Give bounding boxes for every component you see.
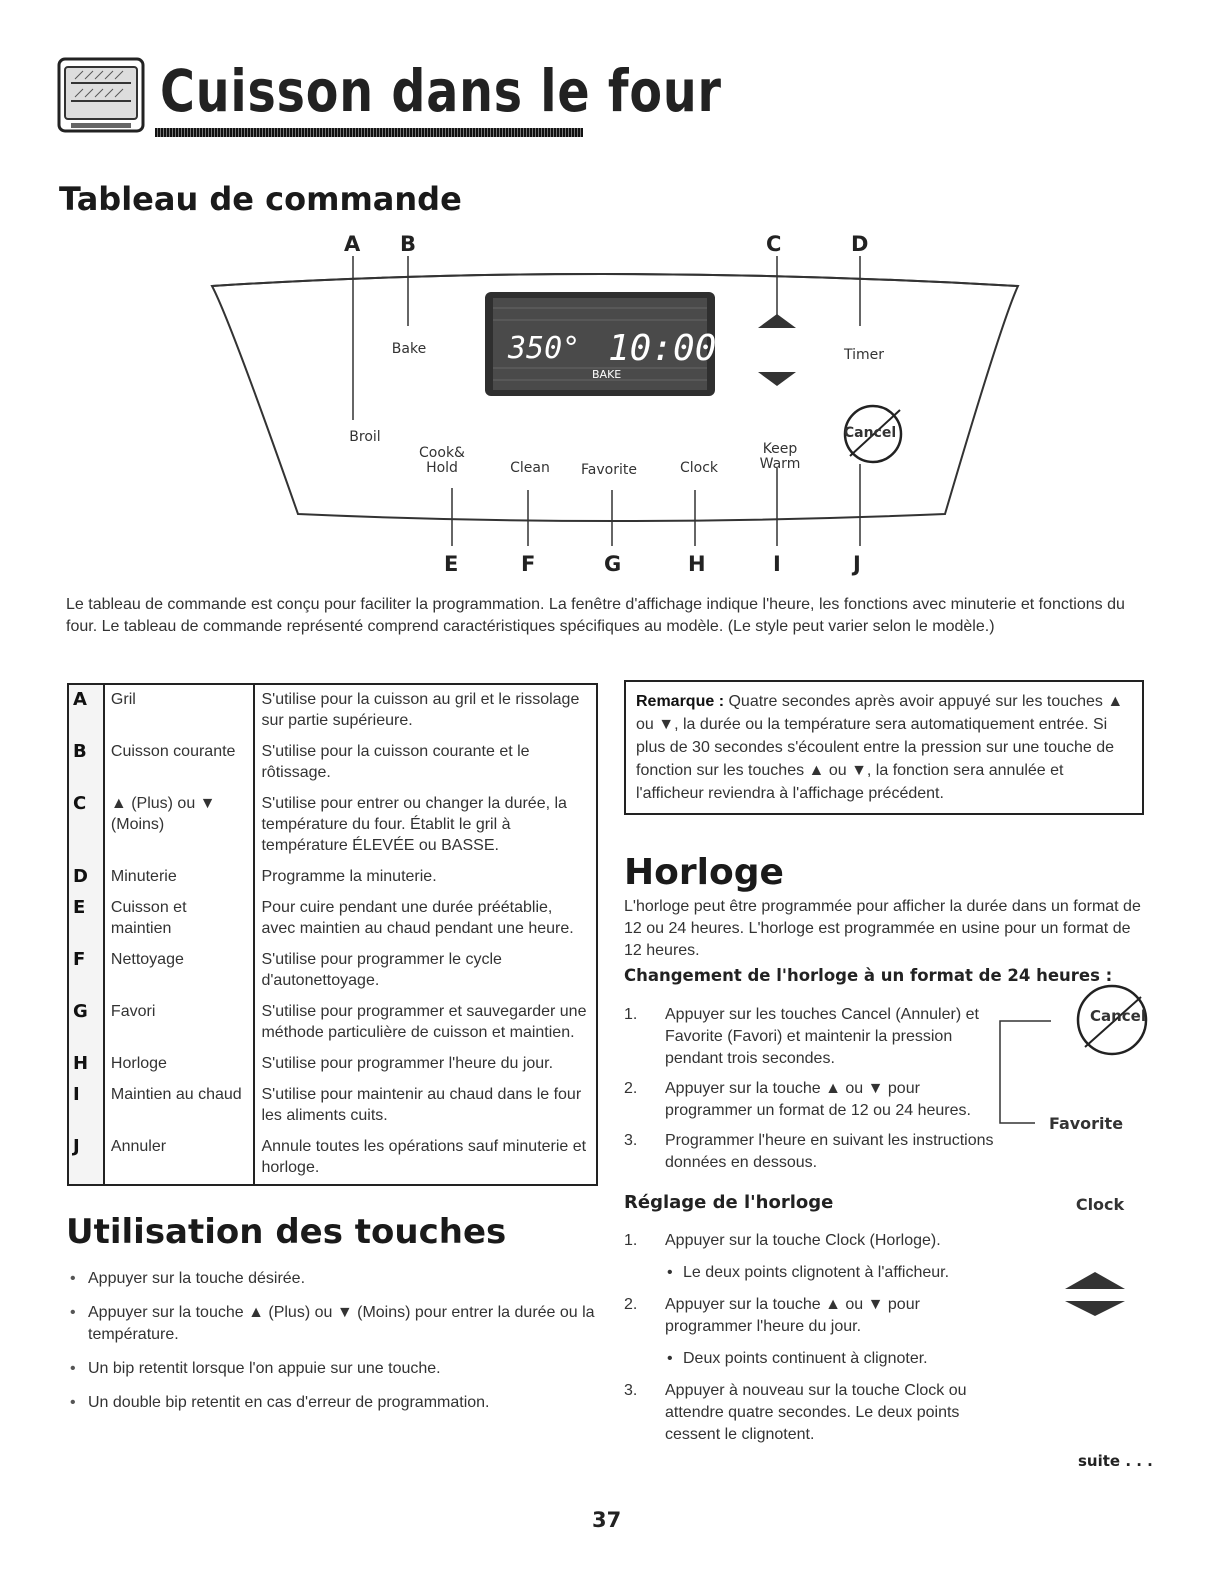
keep-warm-button[interactable] (752, 442, 808, 472)
row-letter: A (68, 684, 104, 737)
utilisation-list (66, 1268, 596, 1426)
table-row (68, 893, 597, 945)
label-b: B (400, 232, 417, 256)
row-desc: Annule toutes les opérations sauf minuterie et horloge. (261, 1138, 587, 1176)
row-letter: B (68, 737, 104, 789)
table-row (68, 684, 597, 737)
table-row (68, 945, 597, 997)
row-name: Nettoyage (104, 945, 255, 997)
bake-button[interactable]: Bake (391, 341, 427, 357)
change-format-heading: Changement de l'horloge à un format de 24 heures : (624, 966, 1113, 985)
note-text: Quatre secondes après avoir appuyé sur les touches ▲ ou ▼, la durée ou la température sera automatiquement entrée. Si plus de 30 secondes s'écoulent entre la pression sur une touche de fonction sur les touches ▲ ou ▼, la fonction sera annulée et l'afficheur reviendra à l'affichage précédent. (636, 693, 1124, 802)
list-item: 1. Appuyer sur les touches Cancel (Annuler) et Favorite (Favori) et maintenir la pression pendant trois secondes. (624, 1006, 979, 1067)
table-row (68, 789, 597, 862)
control-panel-heading: Tableau de commande (59, 180, 462, 218)
label-g: G (604, 552, 622, 576)
label-i: I (773, 552, 781, 576)
cook-hold-line1: Cook& (419, 445, 465, 461)
cook-hold-line2: Hold (426, 460, 458, 476)
row-name: Cuisson courante (104, 737, 255, 789)
set-clock-steps (624, 1230, 994, 1454)
display-mode: BAKE (592, 368, 622, 381)
down-arrow-icon (1065, 1301, 1125, 1316)
row-letter: E (68, 893, 104, 945)
list-item: 3. Programmer l'heure en suivant les instructions données en dessous. (624, 1132, 994, 1171)
row-letter: D (68, 862, 104, 893)
list-item: • Appuyer sur la touche désirée. (66, 1268, 596, 1290)
note-box (624, 680, 1144, 815)
utilisation-heading: Utilisation des touches (66, 1212, 507, 1252)
title-underline (155, 128, 583, 137)
row-name: Horloge (104, 1049, 255, 1080)
row-name: Gril (104, 684, 255, 737)
up-arrow-icon (1065, 1272, 1125, 1289)
broil-button[interactable]: Broil (349, 429, 381, 445)
timer-button[interactable]: Timer (843, 347, 885, 363)
display-temp: 350° (508, 331, 581, 366)
list-item: • Un double bip retentit en cas d'erreur de programmation. (66, 1392, 596, 1414)
row-desc: S'utilise pour programmer l'heure du jour. (261, 1055, 554, 1072)
table-row (68, 1049, 597, 1080)
clock-button[interactable]: Clock (679, 460, 719, 476)
side-buttons-diagram (995, 975, 1165, 1335)
side-clock-label: Clock (1075, 1195, 1125, 1214)
list-item: 2. Appuyer sur la touche ▲ ou ▼ pour programmer l'heure du jour. • Deux points continuent à clignoter. (624, 1294, 994, 1370)
display-time: 10:00 (608, 328, 717, 369)
cook-hold-button[interactable] (412, 446, 472, 476)
list-item: • Appuyer sur la touche ▲ (Plus) ou ▼ (Moins) pour entrer la durée ou la température. (66, 1302, 596, 1346)
step-text: Appuyer sur la touche Clock (Horloge). (665, 1232, 941, 1249)
label-j: J (853, 552, 861, 576)
list-item: 3. Appuyer à nouveau sur la touche Clock ou attendre quatre secondes. Le deux points cessent le clignotent. (624, 1382, 967, 1443)
row-name: Maintien au chaud (104, 1080, 255, 1132)
label-c: C (766, 232, 782, 256)
horloge-intro: L'horloge peut être programmée pour afficher la durée dans un format de 12 ou 24 heures. L'horloge est programmée en usine pour un format de 12 heures. (624, 898, 1141, 959)
clean-button[interactable]: Clean (510, 460, 550, 476)
row-desc: S'utilise pour la cuisson courante et le rôtissage. (261, 743, 530, 781)
continued-label: suite . . . (1078, 1452, 1153, 1470)
table-row (68, 862, 597, 893)
oven-icon (57, 57, 145, 133)
step-text: Appuyer sur les touches Cancel (Annuler) et Favorite (Favori) et maintenir la pression pendant trois secondes. (665, 1006, 979, 1067)
label-f: F (521, 552, 536, 576)
list-item: • Un bip retentit lorsque l'on appuie sur une touche. (66, 1358, 596, 1380)
step-text: Appuyer à nouveau sur la touche Clock ou attendre quatre secondes. Le deux points cessent le clignotent. (665, 1382, 967, 1443)
cancel-button[interactable]: Cancel (843, 425, 897, 441)
horloge-heading: Horloge (624, 852, 784, 893)
step-text: Appuyer sur la touche ▲ ou ▼ pour programmer un format de 12 ou 24 heures. (665, 1080, 971, 1119)
step-sub: • Le deux points clignotent à l'afficheur. (665, 1262, 994, 1284)
control-panel-diagram (190, 228, 1030, 588)
list-item: 2. Appuyer sur la touche ▲ ou ▼ pour programmer un format de 12 ou 24 heures. (624, 1080, 971, 1119)
row-letter: H (68, 1049, 104, 1080)
row-desc: Programme la minuterie. (261, 868, 437, 885)
side-favorite-label: Favorite (1048, 1114, 1124, 1133)
change-format-steps (624, 1004, 994, 1182)
row-letter: F (68, 945, 104, 997)
label-d: D (851, 232, 869, 256)
keep-warm-line2: Warm (759, 456, 801, 472)
row-name: Annuler (104, 1132, 255, 1185)
row-letter: C (68, 789, 104, 862)
row-name: Favori (104, 997, 255, 1049)
table-row (68, 1080, 597, 1132)
row-letter: J (68, 1132, 104, 1185)
table-row (68, 1132, 597, 1185)
step-text: Appuyer sur la touche ▲ ou ▼ pour programmer l'heure du jour. (665, 1296, 920, 1335)
row-desc: S'utilise pour maintenir au chaud dans le four les aliments cuits. (261, 1086, 582, 1124)
label-a: A (344, 232, 361, 256)
intro-paragraph: Le tableau de commande est conçu pour faciliter la programmation. La fenêtre d'affichage indique l'heure, les fonctions avec minuterie et fonctions du four. Le tableau de commande représenté comprend caractéristiques spécifiques au modèle. (Le style peut varier selon le modèle.) (66, 596, 1125, 635)
page-title: Cuisson dans le four (160, 57, 722, 125)
label-e: E (444, 552, 459, 576)
row-name: Minuterie (104, 862, 255, 893)
row-desc: S'utilise pour la cuisson au gril et le rissolage sur partie supérieure. (261, 691, 580, 729)
keep-warm-line1: Keep (762, 441, 798, 457)
step-sub: • Deux points continuent à clignoter. (665, 1348, 994, 1370)
side-cancel-label: Cancel (1089, 1007, 1146, 1025)
row-name: ▲ (Plus) ou ▼ (Moins) (104, 789, 255, 862)
control-functions-table (67, 683, 598, 1186)
label-h: H (688, 552, 706, 576)
set-clock-heading: Réglage de l'horloge (624, 1192, 834, 1213)
favorite-button[interactable]: Favorite (581, 462, 637, 478)
row-name: Cuisson et maintien (104, 893, 255, 945)
row-desc: S'utilise pour programmer le cycle d'autonettoyage. (261, 951, 502, 989)
table-row (68, 737, 597, 789)
row-letter: I (68, 1080, 104, 1132)
note-label: Remarque : (636, 693, 725, 710)
step-text: Programmer l'heure en suivant les instructions données en dessous. (665, 1132, 994, 1171)
page-number: 37 (592, 1508, 622, 1532)
table-row (68, 997, 597, 1049)
row-desc: S'utilise pour programmer et sauvegarder une méthode particulière de cuisson et maintien. (261, 1003, 587, 1041)
row-desc: S'utilise pour entrer ou changer la durée, la température du four. Établit le gril à température ÉLEVÉE ou BASSE. (261, 795, 567, 854)
row-letter: G (68, 997, 104, 1049)
list-item: 1. Appuyer sur la touche Clock (Horloge). • Le deux points clignotent à l'afficheur. (624, 1230, 994, 1284)
row-desc: Pour cuire pendant une durée préétablie, avec maintien au chaud pendant une heure. (261, 899, 574, 937)
